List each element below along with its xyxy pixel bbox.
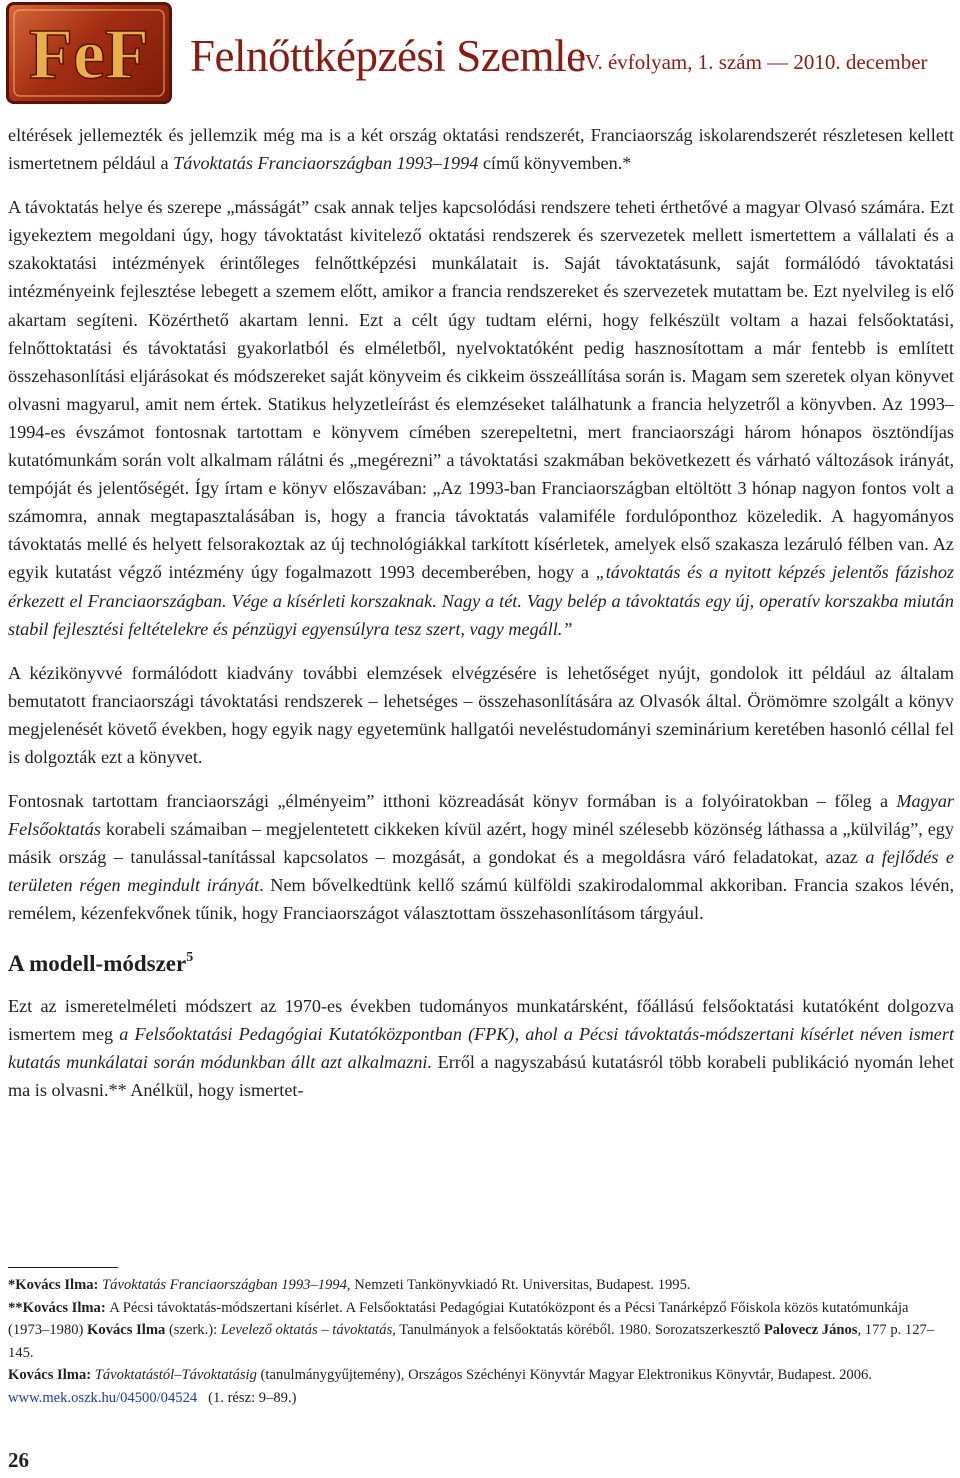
fn-text: (1. rész: 9–89.) bbox=[197, 1389, 297, 1406]
footnotes bbox=[8, 1267, 948, 1409]
text-run: . Nem bővelkedtünk kellő számú külföldi szakirodalommal akkoriban. Francia szakos lévén, remélem, kézenfekvőnek tűnik, hogy Franciaországot választottam összehasonlításom tárgyául. bbox=[8, 875, 954, 924]
paragraph-2 bbox=[8, 193, 954, 643]
page-number: 26 bbox=[8, 1448, 29, 1472]
text-run: Erről a nagyszabású kutatásról több korabeli publikáció nyomán lehet ma is olvasni.** Anélkül, hogy ismertet- bbox=[8, 1051, 954, 1100]
footnote-marker: 5 bbox=[186, 949, 194, 965]
fn-title: Távoktatástól–Távoktatásig bbox=[94, 1367, 257, 1383]
text-run: Fontosnak tartottam franciaországi „élményeim” itthoni közreadását könyv formában is a folyóiratokban – főleg a bbox=[8, 791, 897, 812]
section-heading-text: A modell-módszer bbox=[8, 950, 187, 976]
journal-title: Felnőttképzési Szemle bbox=[190, 31, 586, 81]
footnote-divider bbox=[8, 1267, 118, 1268]
footnote-2 bbox=[8, 1297, 948, 1365]
paragraph-5 bbox=[8, 992, 954, 1104]
book-title-italic: Távoktatás Franciaországban 1993–1994 bbox=[173, 153, 479, 174]
fn-author: **Kovács Ilma: bbox=[8, 1299, 110, 1316]
article-body bbox=[8, 121, 954, 1104]
fn-text: , 177 p. 127–145. bbox=[8, 1322, 935, 1361]
mek-link[interactable]: www.mek.oszk.hu/04500/04524 bbox=[8, 1389, 198, 1406]
fn-text: (tanulmánygyűjtemény), Országos Széchényi Könyvtár Magyar Elektronikus Könyvtár, Budapest. 2006. bbox=[256, 1367, 872, 1383]
quote-italic: „távoktatás és a nyitott képzés jelentős fázishoz érkezett el Franciaországban. Vége a kísérleti korszaknak. Nagy a tét. Vagy belép a távoktatás egy új, operatív korszakba miután stabil fejlesztési feltételekre és pénzügyi egyensúlyra tesz szert, vagy megáll.” bbox=[8, 562, 954, 639]
page-header bbox=[0, 0, 960, 110]
footnote-1 bbox=[8, 1274, 948, 1297]
text-run: című könyvemben.* bbox=[478, 153, 632, 174]
text-run: Ezt az ismeretelméleti módszert az 1970-es években tudományos munkatársként, főállású felsőoktatási kutatóként dolgozva ismertem meg bbox=[8, 995, 954, 1044]
fn-series-editor: Palovecz János bbox=[763, 1322, 858, 1338]
fn-title: Levelező oktatás – távoktatás bbox=[220, 1322, 393, 1338]
logo-text: FeF bbox=[29, 14, 149, 94]
footnote-4 bbox=[8, 1387, 948, 1410]
paragraph-1 bbox=[8, 121, 954, 177]
fn-text: , Tanulmányok a felsőoktatás köréből. 1980. Sorozatszerkesztő bbox=[392, 1322, 764, 1338]
journal-logo bbox=[6, 2, 172, 104]
text-run: korabeli számaiban – megjelentetett cikkeken kívül azért, hogy minél szélesebb közönség láthassa a „külvilág”, egy másik ország – tanulással-tanítással kapcsolatos – mozgását, a gondokat és a megoldásra váró feladatokat, azaz bbox=[8, 819, 954, 868]
journal-issue: IV. évfolyam, 1. szám — 2010. december bbox=[578, 50, 928, 74]
fn-text: , Nemzeti Tankönyvkiadó Rt. Universitas, Budapest. 1995. bbox=[346, 1277, 691, 1293]
paragraph-3: A kézikönyvvé formálódott kiadvány további elemzések elvégzésére is lehetőséget nyújt, gondolok itt például az általam bemutatott franciaországi távoktatási rendszerek – lehetséges – összehasonlítására az Olvasók által. Örömömre szolgált a könyv megjelenését követő években, hogy egyik nagy egyetemünk hallgatói neveléstudományi szeminárium keretében hasonló céllal fel is dolgozták ezt a könyvet. bbox=[8, 662, 954, 767]
fn-author: *Kovács Ilma: bbox=[8, 1277, 103, 1293]
fn-text: (szerk.): bbox=[165, 1322, 221, 1338]
fn-author: Kovács Ilma: bbox=[8, 1367, 95, 1383]
section-heading bbox=[8, 944, 954, 978]
emphasis-italic: a fejlődés e területen régen megindult irányát bbox=[8, 847, 954, 896]
journal-name-italic: Magyar Felsőoktatás bbox=[8, 791, 954, 840]
text-run: A távoktatás helye és szerepe „másságát” csak annak teljes kapcsolódási rendszere teheti érthetővé a magyar Olvasó számára. Ezt igyekeztem megoldani úgy, hogy távoktatást kivitelező oktatási rendszerek és szervezetek mellett ismertettem a vállalati és a szakoktatási intézmények érintőleges felnőttképzési munkálatait is. Saját távoktatásunk, saját formálódó távoktatási intézményeink fejlesztése lebegett a szemem előtt, amikor a francia rendszereket és szervezetek mutattam be. Ezt nyelvileg is elő akartam segíteni. Közérthető akartam lenni. Ezt a célt úgy tudtam elérni, hogy felkészült voltam a hazai felsőoktatási, felnőttoktatási és távoktatási gyakorlatból és elméletből, nyelvoktatóként pedig hasznosítottam a már fentebb is említett összehasonlítási eljárásokat és módszereket saját könyveim és cikkeim összeállítása során is. Magam sem szeretek olyan könyvet olvasni magyarul, amit nem értek. Statikus helyzetleírást és elemzéseket találhatunk a francia helyzetről a könyvben. Az 1993–1994-es évszámot fontosnak tartottam e könyvem címében szerepeltetni, mert franciaországi három hónapos ösztöndíjas kutatómunkám során volt alkalmam rálátni és „megérezni” a távoktatási szakmában bekövetkezett és várható változások irányát, tempóját és jelentőségét. Így írtam e könyv előszavában: „Az 1993-ban Franciaországban eltöltött 3 hónap nagyon fontos volt a számomra, annak megtapasztalásában is, hogy a francia távoktatás valamiféle fordulóponthoz közeledik. A hagyományos távoktatás mellé és helyett felsorakoztak az új technológiákkal tarkított kísérletek, amelyek első szakasza lezáruló félben van. Az egyik kutatást végző intézmény úgy fogalmazott 1993 decemberében, hogy a bbox=[8, 197, 954, 583]
fn-text: A Pécsi távoktatás-módszertani kísérlet. A Felsőoktatási Pedagógiai Kutatóközpont és a Pécsi Tanárképző Főiskola közös kutatómunkája (1973–1980) bbox=[8, 1299, 909, 1338]
fn-editor: Kovács Ilma bbox=[87, 1322, 166, 1338]
paragraph-4 bbox=[8, 787, 954, 927]
logo-letters-graphic bbox=[6, 2, 172, 104]
text-run: eltérések jellemezték és jellemzik még ma is a két ország oktatási rendszerét, Franciaország iskolarendszerét részletesen kellett ismertetnem például a bbox=[8, 125, 954, 174]
footnote-3 bbox=[8, 1364, 948, 1387]
institution-italic: a Felsőoktatási Pedagógiai Kutatóközpontban (FPK), ahol a Pécsi távoktatás-módszertani kísérlet néven ismert kutatás munkálatai során módunkban állt azt alkalmazni. bbox=[8, 1023, 954, 1072]
fn-title: Távoktatás Franciaországban 1993–1994 bbox=[102, 1277, 347, 1293]
